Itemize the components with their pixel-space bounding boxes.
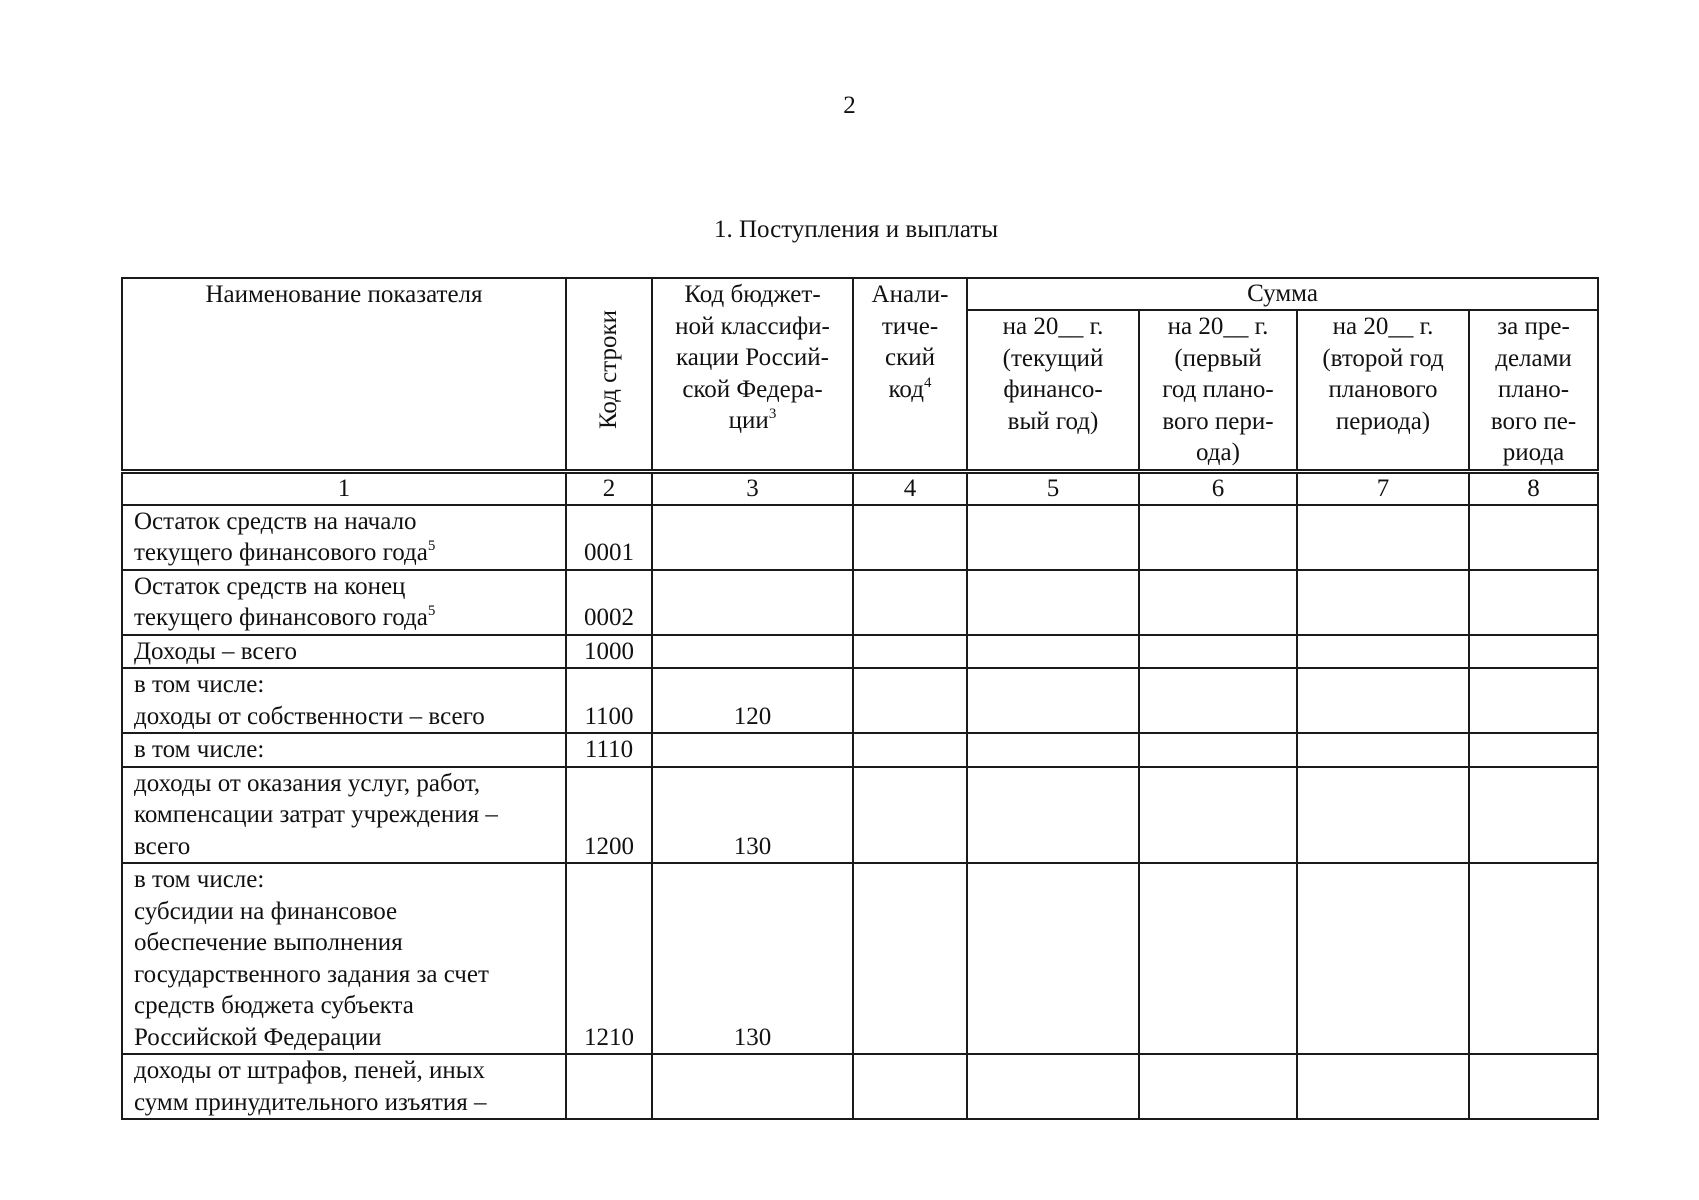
- column-number: 8: [1469, 471, 1598, 505]
- sum-cell: [967, 733, 1139, 767]
- kbk-code: 130: [652, 863, 853, 1054]
- header-line-code: Код строки: [566, 278, 652, 471]
- indicator-name: Остаток средств на начало текущего финансового года$^5$: [122, 505, 566, 570]
- table-row: [122, 668, 1598, 733]
- kbk-code: [652, 1054, 853, 1119]
- sum-cell: [1469, 767, 1598, 864]
- sum-cell: [1469, 863, 1598, 1054]
- kbk-code: 120: [652, 668, 853, 733]
- analytic-code: [853, 1054, 967, 1119]
- sum-cell: [1139, 668, 1297, 733]
- kbk-code: [652, 733, 853, 767]
- analytic-code: [853, 635, 967, 669]
- sum-cell: [1297, 863, 1469, 1054]
- sum-cell: [1297, 505, 1469, 570]
- indicator-name: Доходы – всего: [122, 635, 566, 669]
- column-number: 2: [566, 471, 652, 505]
- sum-cell: [967, 505, 1139, 570]
- table-row: [122, 733, 1598, 767]
- header-sum: Сумма: [967, 278, 1598, 310]
- header-analytic-code: Анали- тиче- ский код$^4$: [853, 278, 967, 471]
- header-sum-second-plan-year: на 20__ г. (второй год планового периода): [1297, 310, 1469, 471]
- kbk-code: [652, 505, 853, 570]
- header-sum-current-year: на 20__ г. (текущий финансо- вый год): [967, 310, 1139, 471]
- sum-cell: [1139, 767, 1297, 864]
- line-code: [566, 1054, 652, 1119]
- table-row: [122, 635, 1598, 669]
- indicator-name: Остаток средств на конец текущего финансового года$^5$: [122, 570, 566, 635]
- line-code: 1000: [566, 635, 652, 669]
- column-number: 6: [1139, 471, 1297, 505]
- table-row: [122, 570, 1598, 635]
- header-sum-first-plan-year: на 20__ г. (первый год плано- вого пери- ода): [1139, 310, 1297, 471]
- sum-cell: [967, 863, 1139, 1054]
- sum-cell: [1297, 570, 1469, 635]
- indicator-name: в том числе:: [122, 733, 566, 767]
- sum-cell: [1297, 767, 1469, 864]
- sum-cell: [1469, 505, 1598, 570]
- page-number: 2: [843, 92, 856, 119]
- sum-cell: [967, 767, 1139, 864]
- sum-cell: [967, 570, 1139, 635]
- sum-cell: [1469, 570, 1598, 635]
- column-number: 7: [1297, 471, 1469, 505]
- sum-cell: [1297, 635, 1469, 669]
- sum-cell: [1139, 570, 1297, 635]
- column-number: 3: [652, 471, 853, 505]
- sum-cell: [1139, 1054, 1297, 1119]
- sum-cell: [967, 635, 1139, 669]
- sum-cell: [1139, 733, 1297, 767]
- table-row: [122, 1054, 1598, 1119]
- header-budget-class-code: Код бюджет- ной классифи- кации Россий- ской Федера- ции$^3$: [652, 278, 853, 471]
- column-number-row: [122, 471, 1598, 505]
- analytic-code: [853, 570, 967, 635]
- sum-cell: [1469, 1054, 1598, 1119]
- sum-cell: [1297, 668, 1469, 733]
- section-title: 1. Поступления и выплаты: [713, 216, 999, 243]
- indicator-name: в том числе: субсидии на финансовое обеспечение выполнения государственного задания за счет средств бюджета субъекта Российской Федерации: [122, 863, 566, 1054]
- column-number: 5: [967, 471, 1139, 505]
- sum-cell: [1469, 668, 1598, 733]
- sum-cell: [1139, 505, 1297, 570]
- line-code: 1100: [566, 668, 652, 733]
- line-code: 1210: [566, 863, 652, 1054]
- table-row: [122, 863, 1598, 1054]
- sum-cell: [1469, 635, 1598, 669]
- sum-cell: [1139, 863, 1297, 1054]
- column-number: 1: [122, 471, 566, 505]
- line-code: 0002: [566, 570, 652, 635]
- indicator-name: доходы от штрафов, пеней, иных сумм принудительного изъятия –: [122, 1054, 566, 1119]
- column-number: 4: [853, 471, 967, 505]
- kbk-code: [652, 635, 853, 669]
- line-code: 1200: [566, 767, 652, 864]
- indicator-name: доходы от оказания услуг, работ, компенсации затрат учреждения – всего: [122, 767, 566, 864]
- sum-cell: [967, 1054, 1139, 1119]
- line-code: 0001: [566, 505, 652, 570]
- sum-cell: [1297, 733, 1469, 767]
- line-code: 1110: [566, 733, 652, 767]
- analytic-code: [853, 668, 967, 733]
- sum-cell: [967, 668, 1139, 733]
- table-row: [122, 505, 1598, 570]
- analytic-code: [853, 767, 967, 864]
- sum-cell: [1139, 635, 1297, 669]
- kbk-code: [652, 570, 853, 635]
- header-sum-beyond-plan: за пре- делами плано- вого пе- риода: [1469, 310, 1598, 471]
- indicator-name: в том числе: доходы от собственности – всего: [122, 668, 566, 733]
- sum-cell: [1297, 1054, 1469, 1119]
- sum-cell: [1469, 733, 1598, 767]
- analytic-code: [853, 733, 967, 767]
- kbk-code: 130: [652, 767, 853, 864]
- analytic-code: [853, 505, 967, 570]
- analytic-code: [853, 863, 967, 1054]
- receipts-payments-table: [121, 277, 1599, 1120]
- table-row: [122, 767, 1598, 864]
- header-name: Наименование показателя: [122, 278, 566, 471]
